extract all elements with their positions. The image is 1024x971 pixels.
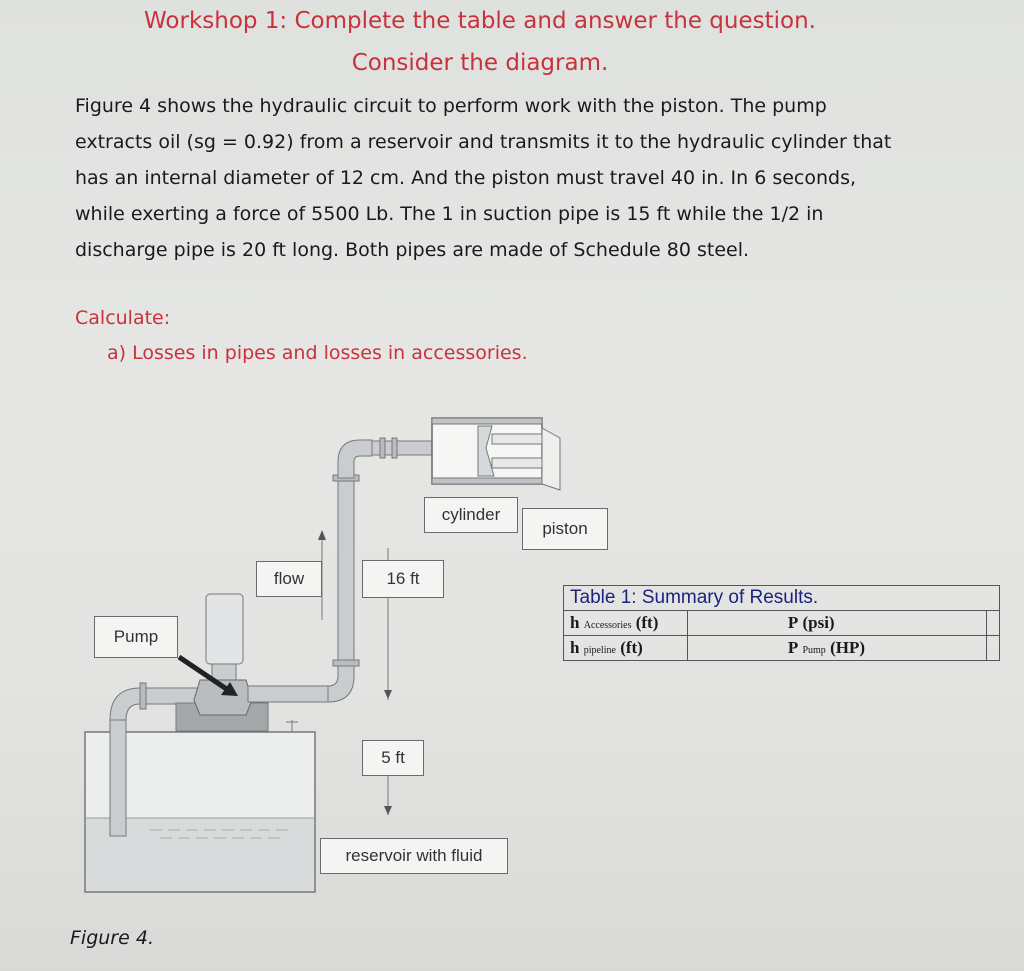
table-cell-label: h pipeline (ft) [564,636,688,661]
table-cell-label: h Accessories (ft) [564,611,688,636]
height-16ft-label: 16 ft [362,560,444,598]
figure-caption: Figure 4. [70,927,154,949]
hydraulic-cylinder [432,418,560,490]
workshop-title: Workshop 1: Complete the table and answer the question. [144,8,816,34]
piston-label: piston [522,508,608,550]
question-a: a) Losses in pipes and losses in accessories. [107,342,528,364]
calculate-label: Calculate: [75,307,171,329]
table-row [564,636,1000,661]
cylinder-label: cylinder [424,497,518,533]
height-5ft-label: 5 ft [362,740,424,776]
table-cell-empty[interactable] [987,636,1000,661]
hydraulic-circuit-diagram [0,380,620,910]
flow-label: flow [256,561,322,597]
table-cell-empty[interactable] [987,611,1000,636]
table-cell-label: P (psi) [687,611,986,636]
table-cell-label: P Pump (HP) [687,636,986,661]
results-table [563,585,1000,661]
pump-motor [194,594,252,715]
workshop-subtitle: Consider the diagram. [351,50,609,76]
table-caption: Table 1: Summary of Results. [564,586,1000,611]
reservoir-label: reservoir with fluid [320,838,508,874]
pump-label: Pump [94,616,178,658]
problem-statement: Figure 4 shows the hydraulic circuit to perform work with the piston. The pump extracts oil (sg = 0.92) from a reservoir and transmits it to the hydraulic cylinder that has an internal diameter of 12 cm. And the piston must travel 40 in. In 6 seconds, while exerting a force of 5500 Lb. The 1 in suction pipe is 15 ft while the 1/2 in discharge pipe is 20 ft long. Both pipes are made of Schedule 80 steel. [75,95,892,261]
table-row [564,611,1000,636]
